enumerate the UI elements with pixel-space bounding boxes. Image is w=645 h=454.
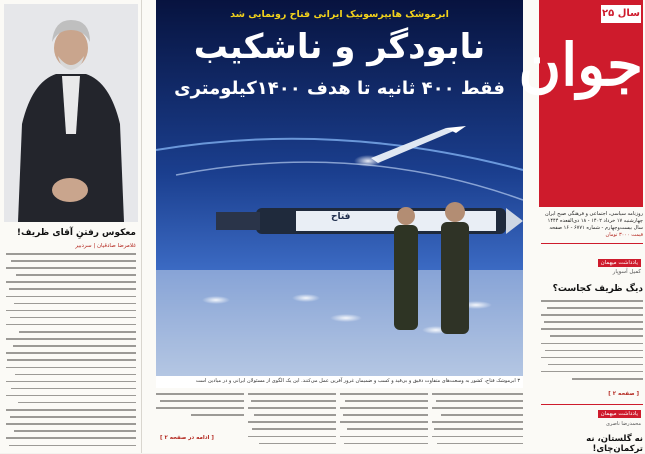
- guest-author: کمیل آسوپار: [612, 269, 641, 275]
- masthead: [518, 0, 643, 207]
- section-divider: [541, 243, 643, 244]
- missile-label: فتاح: [331, 212, 351, 222]
- body-column-2: [248, 393, 336, 451]
- hero-caption: ۳ ابرموشک فتاح، کشور به وسعت‌های متفاوت دقیق و بی‌قید و کسب و ضمیمان‌ غرور آفرین عمل می‌کنند. این یک الگوی از مسئولان ایرانی و در میادین است: [195, 378, 520, 384]
- body-column-1: [156, 393, 244, 451]
- left-column: [0, 0, 142, 453]
- ground-missile-icon: [216, 208, 523, 234]
- masthead-info: [541, 211, 643, 239]
- left-article-text: [6, 253, 136, 449]
- right-headline-1[interactable]: دیگ ظریف کجاست؟: [552, 284, 643, 294]
- right-continue-link[interactable]: [ صفحه ۲ ]: [608, 391, 639, 397]
- masthead-info-line: سال بیست‌وچهارم - شماره ۶۷۷۱ - ۱۶ صفحه: [549, 225, 643, 231]
- left-headline[interactable]: معکوس رفتنِ آقای ظریف!: [16, 228, 136, 238]
- zarif-photo: [4, 4, 138, 222]
- right-headline-2[interactable]: نه گلستان، نه ترکمان‌چای!: [586, 434, 643, 454]
- hero-image: [156, 0, 523, 388]
- masthead-price: قیمت ۳۰۰۰ تومان: [605, 232, 643, 238]
- section-divider: [541, 404, 643, 405]
- section-label-2: یادداشت میهمان: [598, 410, 641, 418]
- masthead-info-line: چهارشنبه ۱۷ خرداد ۱۴۰۲ - ۱۸ ذی‌القعده ۱۴۴۴: [547, 218, 643, 224]
- anniversary-badge: ۲۵ سال: [601, 5, 641, 23]
- section-label: یادداشت میهمان: [598, 259, 641, 267]
- masthead-logo: جوان: [518, 31, 643, 99]
- right-article-1-text: [541, 300, 643, 390]
- masthead-info-line: روزنامه سیاسی، اجتماعی و فرهنگی صبح ایران: [544, 211, 643, 217]
- left-author: غلامرضا صادقیان | سردبیر: [75, 243, 136, 249]
- body-column-4: [432, 393, 523, 451]
- right-column: [518, 0, 645, 454]
- hero-headline[interactable]: نابودگر و ناشکیب: [193, 27, 486, 67]
- body-column-3: [340, 393, 428, 451]
- center-body-text: [156, 393, 523, 451]
- guest-author-2: محمدرضا ناصری: [605, 421, 641, 427]
- continue-link[interactable]: [ ادامه در صفحه ۲ ]: [160, 435, 214, 441]
- hero-subhead: فقط ۴۰۰ ثانیه تا هدف ۱۴۰۰کیلومتری: [174, 78, 505, 99]
- hero-kicker: ابرموشک هایپرسونیک ایرانی فتاح رونمایی شد: [230, 9, 449, 20]
